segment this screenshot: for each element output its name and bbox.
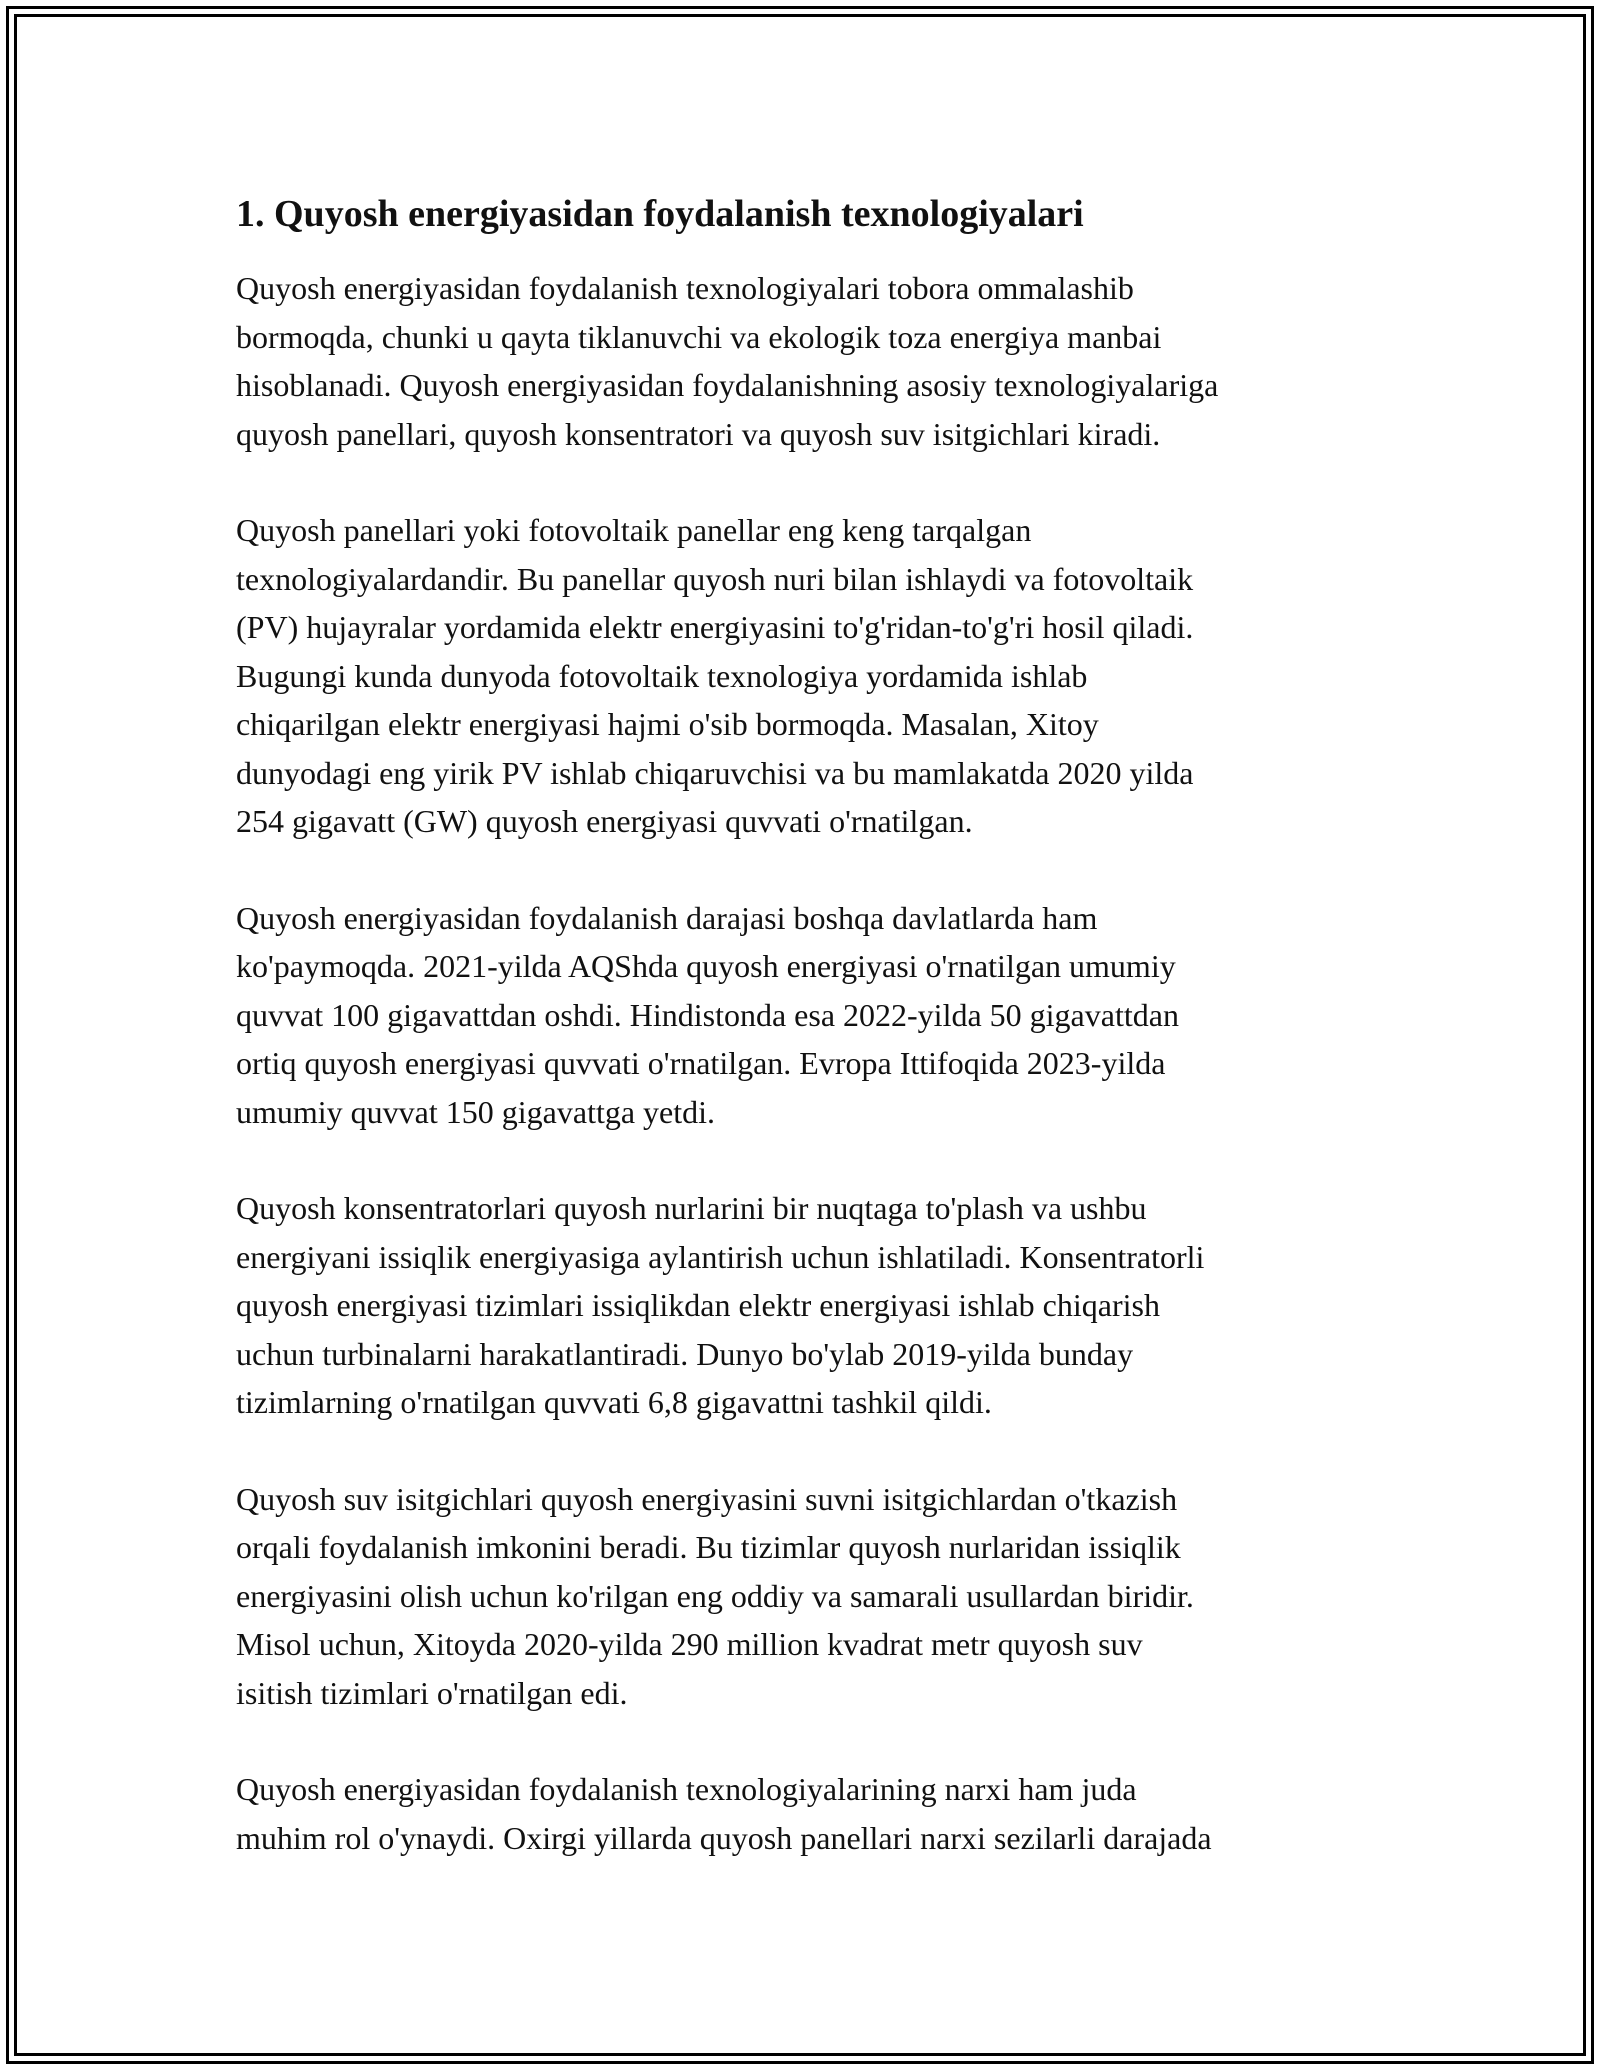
paragraph-other-countries: Quyosh energiyasidan foydalanish darajasi boshqa davlatlarda ham ko'paymoqda. 2021-yilda AQShda quyosh energiyasi o'rnatilgan umumiy quvvat 100 gigavattdan oshdi. Hindistonda esa 2022-yilda 50 gigavattdan ortiq quyosh energiyasi quvvati o'rnatilgan. Evropa Ittifoqida 2023-yilda umumiy quvvat 150 gigavattga yetdi.: [236, 899, 1179, 1130]
paragraph-concentrators: Quyosh konsentratorlari quyosh nurlarini bir nuqtaga to'plash va ushbu energiyani issiqlik energiyasiga aylantirish uchun ishlatiladi. Konsentratorli quyosh energiyasi tizimlari issiqlikdan elektr energiyasi ishlab chiqarish uchun turbinalarni harakatlantiradi. Dunyo bo'ylab 2019-yilda bunday tizimlarning o'rnatilgan quvvati 6,8 gigavattni tashkil qildi.: [236, 1190, 1205, 1420]
section-heading: 1. Quyosh energiyasidan foydalanish texnologiyalari: [236, 193, 1084, 235]
document-body: [236, 186, 1396, 1862]
paragraph-water-heaters: Quyosh suv isitgichlari quyosh energiyasini suvni isitgichlardan o'tkazish orqali foydalanish imkonini beradi. Bu tizimlar quyosh nurlaridan issiqlik energiyasini olish uchun ko'rilgan eng oddiy va samarali usullardan biridir. Misol uchun, Xitoyda 2020-yilda 290 million kvadrat metr quyosh suv isitish tizimlari o'rnatilgan edi.: [236, 1480, 1194, 1711]
paragraph-cost: Quyosh energiyasidan foydalanish texnologiyalarining narxi ham juda muhim rol o'ynaydi. Oxirgi yillarda quyosh panellari narxi sezilarli darajada: [236, 1771, 1212, 1856]
paragraph-intro: Quyosh energiyasidan foydalanish texnologiyalari tobora ommalashib bormoqda, chunki u qayta tiklanuvchi va ekologik toza energiya manbai hisoblanadi. Quyosh energiyasidan foydalanishning asosiy texnologiyalariga quyosh panellari, quyosh konsentratori va quyosh suv isitgichlari kiradi.: [236, 270, 1219, 452]
paragraph-solar-panels: Quyosh panellari yoki fotovoltaik panellar eng keng tarqalgan texnologiyalardandir. Bu panellar quyosh nuri bilan ishlaydi va fotovoltaik (PV) hujayralar yordamida elektr energiyasini to'g'ridan-to'g'ri hosil qiladi. Bugungi kunda dunyoda fotovoltaik texnologiya yordamida ishlab chiqarilgan elektr energiyasi hajmi o'sib bormoqda. Masalan, Xitoy dunyodagi eng yirik PV ishlab chiqaruvchisi va bu mamlakatda 2020 yilda 254 gigavatt (GW) quyosh energiyasi quvvati o'rnatilgan.: [236, 512, 1194, 839]
